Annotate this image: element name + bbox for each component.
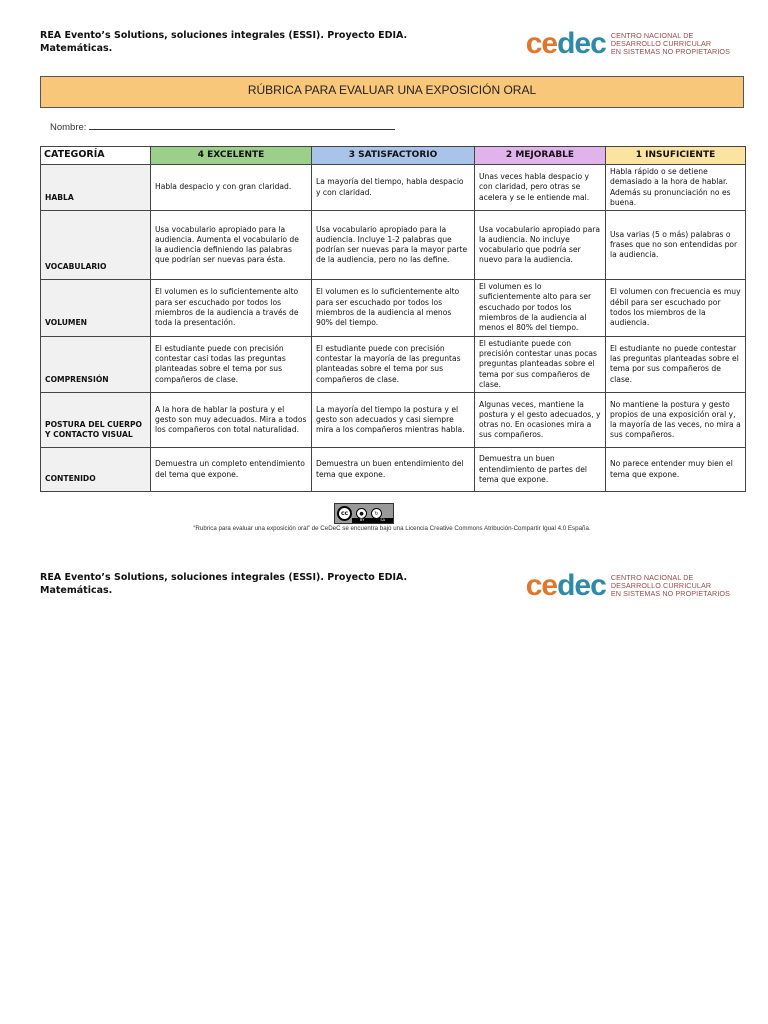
cell-satisfactorio: La mayoría del tiempo la postura y el gesto son adecuados y casi siempre mira a los compañeros mientras habla.	[312, 393, 475, 448]
license-text: “Rubrica para evaluar una exposición oral” de CeDeC se encuentra bajo una Licencia Creative Commons Atribución-Compartir Igual 4.0 España.	[193, 525, 591, 532]
cell-mejorable: Algunas veces, mantiene la postura y el gesto adecuados, y otras no. En ocasiones mira a sus compañeros.	[475, 393, 606, 448]
page-header-bottom	[40, 571, 730, 611]
header-categoria: CATEGORÍA	[41, 147, 151, 165]
rubric-title: RÚBRICA PARA EVALUAR UNA EXPOSICIÓN ORAL	[40, 76, 744, 108]
cell-insuficiente: El estudiante no puede contestar las preguntas planteadas sobre el tema por sus compañeros de clase.	[606, 336, 746, 392]
table-row	[41, 336, 746, 392]
row-category: COMPRENSIÓN	[41, 336, 151, 392]
cell-mejorable: El volumen es lo suficientemente alto para ser escuchado por todos los miembros de la audiencia al menos el 80% del tiempo.	[475, 280, 606, 336]
cell-excelente: El estudiante puede con precisión contestar casi todas las preguntas planteadas sobre el tema por sus compañeros de clase.	[151, 336, 312, 392]
cc-by-label: BY	[359, 518, 365, 522]
header-line-1: REA Evento’s Solutions, soluciones integrales (ESSI). Proyecto EDIA.	[40, 572, 408, 583]
rubric-table	[40, 146, 746, 492]
creative-commons-badge[interactable]	[334, 503, 394, 524]
logo-wordmark: cedec	[525, 27, 606, 60]
logo-tagline: CENTRO NACIONAL DE DESARROLLO CURRICULAR EN SISTEMAS NO PROPIETARIOS	[610, 30, 730, 57]
header-excelente: 4 EXCELENTE	[151, 147, 312, 165]
row-category: POSTURA DEL CUERPO Y CONTACTO VISUAL	[41, 393, 151, 448]
cc-icon: cc	[337, 506, 352, 521]
cedec-logo	[526, 568, 730, 604]
cell-mejorable: Usa vocabulario apropiado para la audiencia. No incluye vocabulario que podría ser nuevo para la audiencia.	[475, 211, 606, 280]
sa-icon: ↻	[371, 508, 382, 519]
header-text	[40, 29, 407, 55]
cell-excelente: El volumen es lo suficientemente alto para ser escuchado por todos los miembros de la audiencia a través de toda la presentación.	[151, 280, 312, 336]
cell-excelente: Habla despacio y con gran claridad.	[151, 165, 312, 211]
table-row	[41, 448, 746, 492]
cedec-logo	[526, 26, 730, 62]
row-category: HABLA	[41, 165, 151, 211]
cell-excelente: A la hora de hablar la postura y el gesto son muy adecuados. Mira a todos los compañeros con total naturalidad.	[151, 393, 312, 448]
cell-satisfactorio: Demuestra un buen entendimiento del tema que expone.	[312, 448, 475, 492]
row-category: CONTENIDO	[41, 448, 151, 492]
table-row	[41, 393, 746, 448]
name-line[interactable]	[89, 121, 395, 130]
cell-satisfactorio: Usa vocabulario apropiado para la audiencia. Incluye 1-2 palabras que podrían ser nuevas para la mayor parte de la audiencia, pero no las define.	[312, 211, 475, 280]
cell-satisfactorio: El volumen es lo suficientemente alto para ser escuchado por todos los miembros de la audiencia al menos 90% del tiempo.	[312, 280, 475, 336]
header-line-2: Matemáticas.	[40, 43, 113, 54]
table-row	[41, 165, 746, 211]
cell-mejorable: El estudiante puede con precisión contestar unas pocas preguntas planteadas sobre el tema por sus compañeros de clase.	[475, 336, 606, 392]
cell-insuficiente: Usa varias (5 o más) palabras o frases que no son entendidas por la audiencia.	[606, 211, 746, 280]
row-category: VOCABULARIO	[41, 211, 151, 280]
cell-excelente: Usa vocabulario apropiado para la audiencia. Aumenta el vocabulario de la audiencia definiendo las palabras que podrían ser nuevas para ésta.	[151, 211, 312, 280]
row-category: VOLUMEN	[41, 280, 151, 336]
cell-satisfactorio: El estudiante puede con precisión contestar la mayoría de las preguntas planteadas sobre el tema por sus compañeros de clase.	[312, 336, 475, 392]
header-line-2: Matemáticas.	[40, 585, 113, 596]
header-insuficiente: 1 INSUFICIENTE	[606, 147, 746, 165]
cell-satisfactorio: La mayoría del tiempo, habla despacio y con claridad.	[312, 165, 475, 211]
cell-insuficiente: No mantiene la postura y gesto propios de una exposición oral y, la mayoría de las veces, no mira a sus compañeros.	[606, 393, 746, 448]
table-row	[41, 211, 746, 280]
logo-wordmark: cedec	[525, 569, 606, 602]
cell-insuficiente: No parece entender muy bien el tema que expone.	[606, 448, 746, 492]
cc-badge-bar	[352, 518, 393, 523]
cell-excelente: Demuestra un completo entendimiento del tema que expone.	[151, 448, 312, 492]
cell-mejorable: Unas veces habla despacio y con claridad, pero otras se acelera y se le entiende mal.	[475, 165, 606, 211]
cc-sa-label: SA	[380, 518, 385, 522]
name-field[interactable]	[50, 121, 395, 133]
page-header-top	[40, 29, 730, 69]
table-row	[41, 280, 746, 336]
logo-tagline: CENTRO NACIONAL DE DESARROLLO CURRICULAR EN SISTEMAS NO PROPIETARIOS	[610, 572, 730, 599]
cell-insuficiente: Habla rápido o se detiene demasiado a la hora de hablar. Además su pronunciación no es buena.	[606, 165, 746, 211]
cell-mejorable: Demuestra un buen entendimiento de partes del tema que expone.	[475, 448, 606, 492]
header-satisfactorio: 3 SATISFACTORIO	[312, 147, 475, 165]
header-line-1: REA Evento’s Solutions, soluciones integrales (ESSI). Proyecto EDIA.	[40, 30, 408, 41]
header-mejorable: 2 MEJORABLE	[475, 147, 606, 165]
by-icon: ●	[356, 508, 367, 519]
cell-insuficiente: El volumen con frecuencia es muy débil para ser escuchado por todos los miembros de la audiencia.	[606, 280, 746, 336]
name-label: Nombre:	[50, 122, 87, 133]
header-text	[40, 571, 407, 597]
table-header-row	[41, 147, 746, 165]
